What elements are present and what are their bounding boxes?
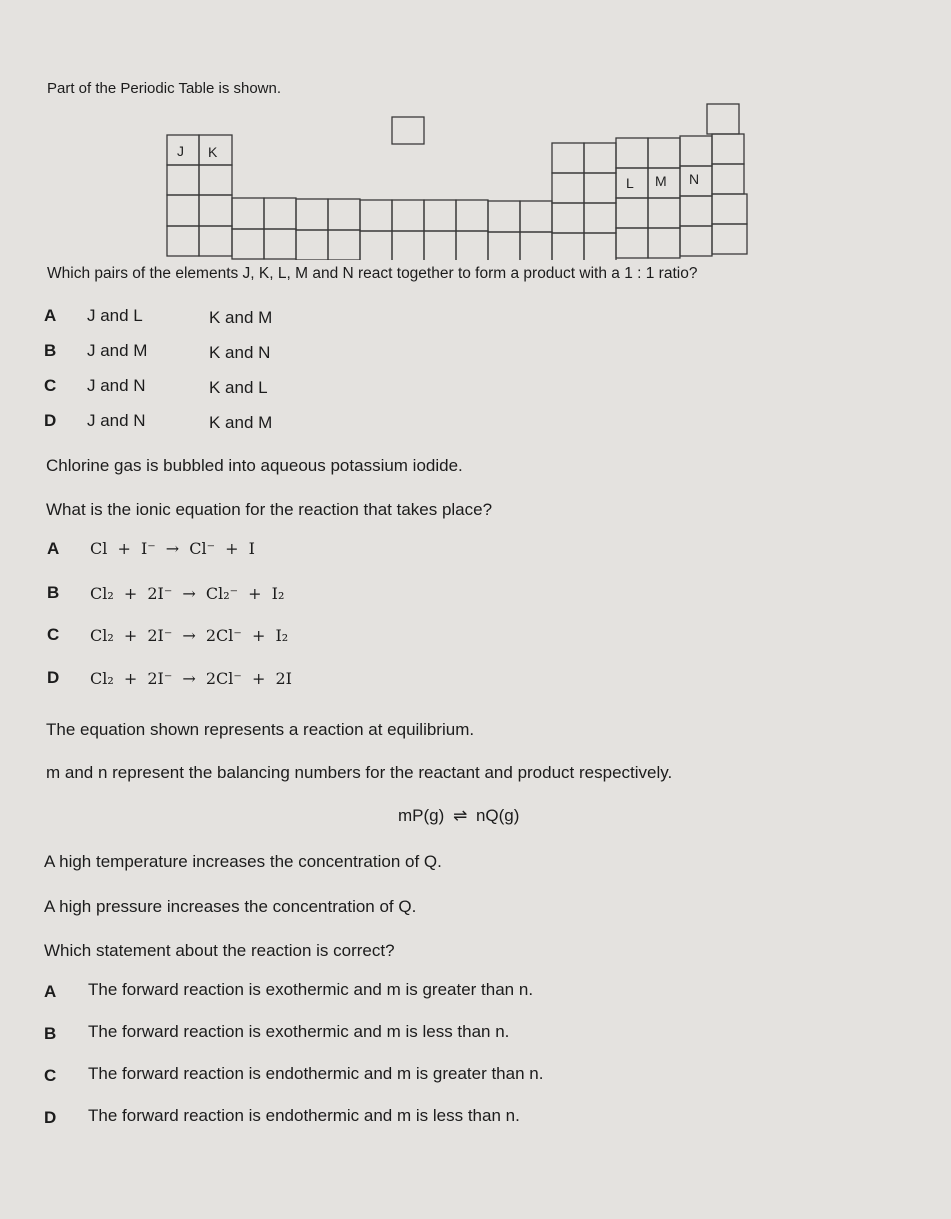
option-pair2: K and N bbox=[209, 343, 271, 362]
option-pair1: J and L bbox=[87, 306, 143, 325]
q3-equation: mP(g) ⇌ nQ(g) bbox=[398, 806, 520, 825]
option-text: The forward reaction is exothermic and m is greater than n. bbox=[88, 980, 534, 999]
option-pair2: K and M bbox=[209, 413, 273, 432]
option-letter: C bbox=[44, 1066, 57, 1085]
option-pair1: J and M bbox=[87, 341, 148, 360]
helium-box bbox=[707, 104, 739, 134]
element-K-label: K bbox=[208, 144, 218, 160]
hydrogen-box bbox=[392, 117, 424, 144]
q2-question: What is the ionic equation for the reaction that takes place? bbox=[46, 500, 493, 519]
option-letter: D bbox=[44, 411, 57, 430]
option-letter: A bbox=[44, 306, 57, 325]
option-letter: B bbox=[44, 1024, 57, 1043]
q1-intro: Part of the Periodic Table is shown. bbox=[47, 80, 282, 97]
q2-intro: Chlorine gas is bubbled into aqueous potassium iodide. bbox=[46, 456, 463, 475]
option-text: The forward reaction is exothermic and m is less than n. bbox=[88, 1022, 510, 1041]
period-4-row bbox=[167, 194, 747, 233]
option-text: The forward reaction is endothermic and m is less than n. bbox=[88, 1106, 520, 1125]
q3-question: Which statement about the reaction is correct? bbox=[44, 941, 395, 960]
element-L-label: L bbox=[626, 175, 634, 191]
option-letter: A bbox=[44, 982, 57, 1001]
periodic-table-diagram bbox=[0, 0, 951, 260]
q3-fact-temperature: A high temperature increases the concentration of Q. bbox=[44, 852, 442, 871]
element-N-label: N bbox=[689, 171, 700, 187]
element-M-label: M bbox=[655, 173, 667, 189]
period-5-row bbox=[167, 224, 747, 260]
q3-fact-pressure: A high pressure increases the concentration of Q. bbox=[44, 897, 417, 916]
option-letter: B bbox=[44, 341, 57, 360]
option-pair2: K and M bbox=[209, 308, 273, 327]
option-letter: D bbox=[47, 668, 60, 687]
option-equation: Cl₂ + 2I⁻ → 2Cl⁻ + I₂ bbox=[90, 626, 289, 645]
option-letter: C bbox=[47, 625, 60, 644]
option-equation: Cl₂ + 2I⁻ → Cl₂⁻ + I₂ bbox=[90, 584, 285, 603]
option-letter: D bbox=[44, 1108, 57, 1127]
q1-question: Which pairs of the elements J, K, L, M and N react together to form a product with a 1 : 1 ratio? bbox=[47, 265, 698, 282]
option-text: The forward reaction is endothermic and m is greater than n. bbox=[88, 1064, 544, 1083]
q3-intro: The equation shown represents a reaction at equilibrium. bbox=[46, 720, 475, 739]
option-equation: Cl + I⁻ → Cl⁻ + I bbox=[90, 539, 255, 558]
option-letter: C bbox=[44, 376, 57, 395]
option-pair1: J and N bbox=[87, 411, 146, 430]
option-letter: A bbox=[47, 539, 60, 558]
option-letter: B bbox=[47, 583, 60, 602]
q3-note: m and n represent the balancing numbers for the reactant and product respectively. bbox=[46, 763, 673, 782]
element-J-label: J bbox=[177, 143, 184, 159]
option-pair1: J and N bbox=[87, 376, 146, 395]
option-pair2: K and L bbox=[209, 378, 268, 397]
option-equation: Cl₂ + 2I⁻ → 2Cl⁻ + 2I bbox=[90, 669, 292, 688]
